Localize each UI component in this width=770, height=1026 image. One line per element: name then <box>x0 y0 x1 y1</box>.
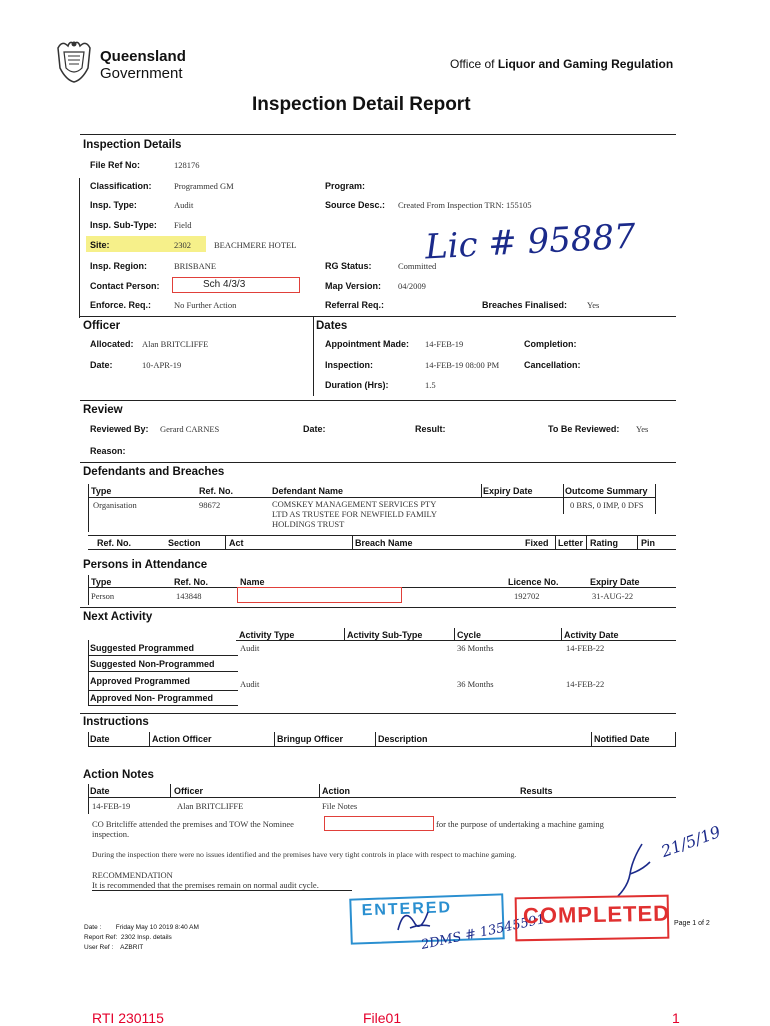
contact-person-redaction <box>172 277 300 293</box>
office-prefix: Office of <box>450 57 498 71</box>
result-label: Result: <box>415 424 446 434</box>
map-version-label: Map Version: <box>325 281 382 291</box>
site-number: 2302 <box>174 240 191 250</box>
def-row-type: Organisation <box>93 500 137 510</box>
breach-header-letter: Letter <box>558 538 584 548</box>
insp-subtype-label: Insp. Sub-Type: <box>90 220 157 230</box>
enforce-req-label: Enforce. Req.: <box>90 300 152 310</box>
rg-status-value: Committed <box>398 261 437 271</box>
footer-page: 1 <box>672 1010 680 1026</box>
reason-label: Reason: <box>90 446 126 456</box>
completed-stamp <box>515 895 670 942</box>
note-row-officer: Alan BRITCLIFFE <box>177 801 244 811</box>
allocated-value: Alan BRITCLIFFE <box>142 339 209 349</box>
office-name <box>450 57 673 71</box>
breach-header-act: Act <box>229 538 244 548</box>
officer-date-value: 10-APR-19 <box>142 360 182 370</box>
activity-row-4-label: Approved Non- Programmed <box>90 693 214 703</box>
instr-header-action-officer: Action Officer <box>152 734 212 744</box>
def-header-type: Type <box>91 486 112 496</box>
appointment-label: Appointment Made: <box>325 339 409 349</box>
program-label: Program: <box>325 181 366 191</box>
instr-header-notified: Notified Date <box>594 734 650 744</box>
classification-value: Programmed GM <box>174 181 234 191</box>
instr-header-date: Date <box>90 734 110 744</box>
person-header-ref: Ref. No. <box>174 577 209 587</box>
redaction-code: Sch 4/3/3 <box>203 279 246 290</box>
map-version-value: 04/2009 <box>398 281 426 291</box>
file-ref-label: File Ref No: <box>90 160 141 170</box>
insp-type-label: Insp. Type: <box>90 200 137 210</box>
def-header-outcome: Outcome Summary <box>565 486 648 496</box>
inspection-date-value: 14-FEB-19 08:00 PM <box>425 360 500 370</box>
note-header-results: Results <box>520 786 553 796</box>
activity-row-1-date: 14-FEB-22 <box>566 643 605 653</box>
breach-header-rating: Rating <box>590 538 618 548</box>
activity-row-1-label: Suggested Programmed <box>90 643 195 653</box>
note-header-action: Action <box>322 786 350 796</box>
insp-type-value: Audit <box>174 200 194 210</box>
site-name: BEACHMERE HOTEL <box>214 240 297 250</box>
breach-header-ref: Ref. No. <box>97 538 132 548</box>
def-row-ref: 98672 <box>199 500 221 510</box>
completed-stamp-text: COMPLETED <box>522 900 671 929</box>
person-header-licence: Licence No. <box>508 577 559 587</box>
meta-report-ref: Report Ref: 2302 Insp. details <box>84 934 172 941</box>
review-date-label: Date: <box>303 424 326 434</box>
person-name-redaction <box>237 587 402 603</box>
breach-header-fixed: Fixed <box>525 538 549 548</box>
meta-user-ref: User Ref : AZBRIT <box>84 944 144 951</box>
def-row-name-3: HOLDINGS TRUST <box>272 519 345 529</box>
section-officer: Officer <box>83 320 121 332</box>
note-row-action: File Notes <box>322 801 358 811</box>
enforce-req-value: No Further Action <box>174 300 237 310</box>
rg-status-label: RG Status: <box>325 261 372 271</box>
note-paragraph-2: During the inspection there were no issues identified and the premises have very tight controls in place with respect to machine gaming. <box>92 850 517 859</box>
section-instructions: Instructions <box>83 716 149 728</box>
activity-row-3-label: Approved Programmed <box>90 676 191 686</box>
person-row-expiry: 31-AUG-22 <box>592 591 634 601</box>
activity-row-1-type: Audit <box>240 643 260 653</box>
activity-header-date: Activity Date <box>564 630 619 640</box>
breach-header-pin: Pin <box>641 538 656 548</box>
activity-row-3-type: Audit <box>240 679 260 689</box>
section-defendants: Defendants and Breaches <box>83 466 225 478</box>
recommendation-text: It is recommended that the premises remain on normal audit cycle. <box>92 880 319 890</box>
to-be-reviewed-label: To Be Reviewed: <box>548 424 620 434</box>
activity-header-subtype: Activity Sub-Type <box>347 630 423 640</box>
breaches-finalised-value: Yes <box>587 300 600 310</box>
note-line-1b: for the purpose of undertaking a machine gaming <box>436 819 604 829</box>
insp-region-value: BRISBANE <box>174 261 217 271</box>
nominee-name-redaction <box>324 816 434 831</box>
officer-date-label: Date: <box>90 360 113 370</box>
activity-row-1-cycle: 36 Months <box>457 643 494 653</box>
classification-label: Classification: <box>90 181 152 191</box>
footer-rti-number: RTI 230115 <box>92 1010 164 1026</box>
note-line-2: inspection. <box>92 829 130 839</box>
contact-person-label: Contact Person: <box>90 281 160 291</box>
page-number: Page 1 of 2 <box>674 920 710 927</box>
meta-date: Date : Friday May 10 2019 8:40 AM <box>84 924 199 931</box>
completion-label: Completion: <box>524 339 577 349</box>
note-line-1a: CO Britcliffe attended the premises and TOW the Nominee <box>92 819 294 829</box>
reviewed-by-label: Reviewed By: <box>90 424 149 434</box>
section-inspection-details: Inspection Details <box>83 139 182 151</box>
inspection-date-label: Inspection: <box>325 360 374 370</box>
allocated-label: Allocated: <box>90 339 134 349</box>
breaches-finalised-label: Breaches Finalised: <box>482 300 568 310</box>
instr-header-bringup: Bringup Officer <box>277 734 344 744</box>
coat-of-arms-icon <box>52 38 96 84</box>
note-header-officer: Officer <box>174 786 204 796</box>
section-dates: Dates <box>316 320 348 332</box>
handwritten-date: 21/5/19 <box>658 822 724 861</box>
note-header-date: Date <box>90 786 110 796</box>
report-title: Inspection Detail Report <box>252 94 471 115</box>
breach-header-section: Section <box>168 538 201 548</box>
section-action-notes: Action Notes <box>83 769 154 781</box>
section-next-activity: Next Activity <box>83 611 153 623</box>
activity-row-2-label: Suggested Non-Programmed <box>90 659 215 669</box>
note-row-date: 14-FEB-19 <box>92 801 131 811</box>
handwritten-licence: Lic # 95887 <box>424 216 637 268</box>
activity-row-3-cycle: 36 Months <box>457 679 494 689</box>
recommendation-title: RECOMMENDATION <box>92 870 173 880</box>
person-row-type: Person <box>91 591 115 601</box>
breach-header-name: Breach Name <box>355 538 413 548</box>
site-label: Site: <box>90 240 110 250</box>
footer-file: File01 <box>363 1010 402 1026</box>
initials-scribble-icon <box>390 900 440 940</box>
entered-stamp-text: ENTERED <box>361 899 453 920</box>
duration-value: 1.5 <box>425 380 436 390</box>
office-bold: Liquor and Gaming Regulation <box>497 57 674 71</box>
reviewed-by-value: Gerard CARNES <box>160 424 220 434</box>
appointment-value: 14-FEB-19 <box>425 339 464 349</box>
duration-label: Duration (Hrs): <box>325 380 389 390</box>
person-header-type: Type <box>91 577 112 587</box>
section-persons: Persons in Attendance <box>83 559 208 571</box>
person-row-licence: 192702 <box>514 591 540 601</box>
activity-header-type: Activity Type <box>239 630 295 640</box>
person-row-ref: 143848 <box>176 591 202 601</box>
to-be-reviewed-value: Yes <box>636 424 649 434</box>
instr-header-description: Description <box>378 734 428 744</box>
referral-req-label: Referral Req.: <box>325 300 385 310</box>
person-header-name: Name <box>240 577 265 587</box>
file-ref-value: 128176 <box>174 160 200 170</box>
def-header-name: Defendant Name <box>272 486 344 496</box>
insp-region-label: Insp. Region: <box>90 261 147 271</box>
activity-header-cycle: Cycle <box>457 630 482 640</box>
def-row-name-2: LTD AS TRUSTEE FOR NEWFIELD FAMILY <box>272 509 437 519</box>
section-review: Review <box>83 404 123 416</box>
signature-icon <box>602 840 662 900</box>
source-desc-label: Source Desc.: <box>325 200 386 210</box>
activity-row-3-date: 14-FEB-22 <box>566 679 605 689</box>
gov-name-line2: Government <box>100 65 183 82</box>
insp-subtype-value: Field <box>174 220 192 230</box>
source-desc-value: Created From Inspection TRN: 155105 <box>398 200 532 210</box>
stamp-reference: 2DMS # 13545591 <box>419 912 547 953</box>
cancellation-label: Cancellation: <box>524 360 581 370</box>
def-row-outcome: 0 BRS, 0 IMP, 0 DFS <box>570 500 644 510</box>
def-header-expiry: Expiry Date <box>483 486 533 496</box>
qld-government-logo <box>52 38 202 84</box>
person-header-expiry: Expiry Date <box>590 577 640 587</box>
gov-name-line1: Queensland <box>100 48 186 65</box>
def-header-ref: Ref. No. <box>199 486 234 496</box>
def-row-name-1: COMSKEY MANAGEMENT SERVICES PTY <box>272 499 437 509</box>
